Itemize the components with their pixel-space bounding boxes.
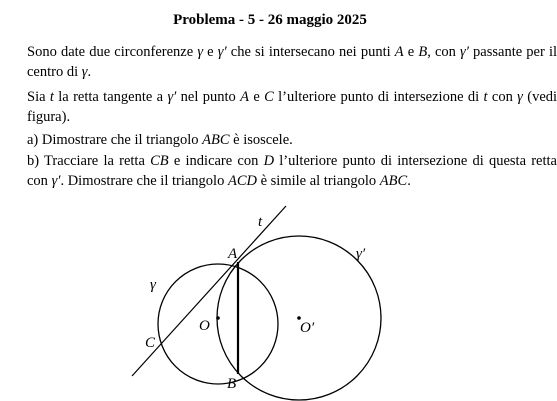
label-c: C	[145, 335, 156, 351]
text: è isoscele.	[229, 132, 293, 148]
center-o-dot	[216, 316, 220, 320]
math: C	[264, 89, 274, 105]
intro-paragraph	[5, 42, 557, 82]
label-gamma: γ	[150, 277, 156, 293]
math: γ	[81, 64, 88, 80]
label-t: t	[258, 214, 263, 230]
math: t	[483, 89, 488, 105]
label-b: B	[227, 376, 237, 392]
math: γ′	[217, 44, 227, 60]
part-b-paragraph	[5, 151, 557, 191]
text: b) Tracciare la retta	[27, 153, 151, 169]
math: ABC	[379, 173, 408, 189]
text: Sono date due circonferenze	[27, 44, 198, 60]
math: ACD	[227, 173, 257, 189]
math: A	[394, 44, 404, 60]
math: CB	[150, 153, 169, 169]
math: B	[418, 44, 428, 60]
math: D	[263, 153, 275, 169]
part-a-paragraph	[5, 130, 557, 150]
math: γ′	[167, 89, 177, 105]
text: nel punto	[176, 89, 241, 105]
text: . Dimostrare che il triangolo	[60, 173, 228, 189]
problem-title: Problema - 5 - 26 maggio 2025	[173, 12, 367, 28]
math: ABC	[202, 132, 230, 148]
math: γ′	[51, 173, 61, 189]
text: Sia	[27, 89, 50, 105]
math: γ′	[460, 44, 469, 60]
label-a: A	[228, 246, 238, 262]
text: con	[487, 89, 518, 105]
math: A	[240, 89, 249, 105]
label-gamma-prime: γ′	[356, 246, 366, 262]
label-o-prime: O′	[300, 320, 315, 336]
text: a) Dimostrare che il triangolo	[27, 132, 203, 148]
text: e indicare con	[168, 153, 264, 169]
text: che si intersecano nei punti	[226, 44, 395, 60]
label-o: O	[199, 318, 210, 334]
text: e	[203, 44, 218, 60]
math: γ	[197, 44, 204, 60]
text: , con	[427, 44, 461, 60]
text: è simile al triangolo	[256, 173, 380, 189]
text: (vedi figura).	[27, 89, 557, 125]
math: t	[49, 89, 54, 105]
text: e	[248, 89, 265, 105]
text: passante per il centro di	[27, 44, 557, 80]
math: γ	[517, 89, 523, 105]
setup-paragraph	[5, 87, 557, 127]
text: .	[87, 64, 92, 80]
text: l’ulteriore punto di intersezione di	[273, 89, 484, 105]
geometry-figure	[0, 200, 540, 401]
text: l’ulteriore punto di intersezione di questa retta con	[27, 153, 557, 189]
text: .	[407, 173, 411, 189]
text: la retta tangente a	[53, 89, 168, 105]
text: e	[403, 44, 419, 60]
circle-gamma	[158, 264, 278, 384]
